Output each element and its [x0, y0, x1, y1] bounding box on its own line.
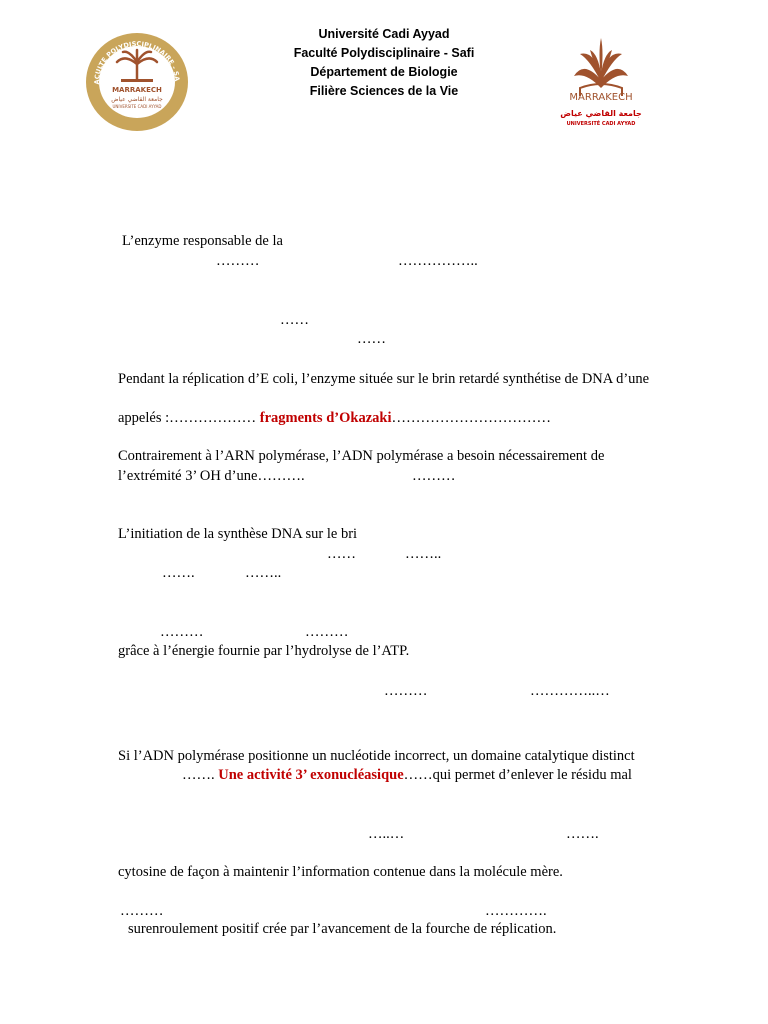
- header-line-university: Université Cadi Ayyad: [318, 27, 450, 41]
- blank-dots: …….: [162, 565, 195, 581]
- university-logo: [560, 36, 642, 128]
- text-line-enzyme: L’enzyme responsable de la: [122, 233, 283, 249]
- text-line-supercoiling: surenroulement positif crée par l’avancement de la fourche de réplication.: [128, 921, 557, 937]
- logo-right-name: MARRAKECH: [569, 92, 633, 103]
- text-line-replication: Pendant la réplication d’E coli, l’enzyme située sur le brin retardé synthétise de DNA d’une: [118, 371, 650, 387]
- blank-dots: ………: [120, 903, 164, 919]
- blank-dots: ………: [305, 624, 349, 640]
- answer-okazaki: fragments d’Okazaki: [256, 410, 392, 426]
- exonuclease-suffix: ……qui permet d’enlever le résidu mal: [403, 767, 632, 783]
- blank-dots: ………: [160, 624, 204, 640]
- logo-right-arabic: جامعة القاضي عياض: [560, 109, 642, 118]
- blank-dots: …..…: [368, 826, 405, 842]
- text-line-exonuclease: [182, 767, 632, 784]
- answer-exonuclease: Une activité 3’ exonucléasique: [214, 767, 404, 783]
- blank-dots: ………: [384, 683, 428, 699]
- faculty-logo: [85, 32, 190, 132]
- okazaki-prefix: appelés :………………: [118, 410, 257, 426]
- blank-dots: ……..: [405, 546, 442, 562]
- blank-dots: ……: [280, 312, 309, 328]
- logo-left-arc-text: ACULTE POLYDISCIPLINAIRE - SA: [92, 39, 182, 85]
- text-line-3oh: l’extrémité 3’ OH d’une……….: [118, 468, 305, 484]
- text-line-cytosine: cytosine de façon à maintenir l’information contenue dans la molécule mère.: [118, 864, 563, 880]
- blank-dots: …….: [566, 826, 599, 842]
- header-line-faculty: Faculté Polydisciplinaire - Safi: [293, 46, 475, 60]
- exonuclease-prefix: …….: [182, 767, 215, 783]
- text-line-initiation: L’initiation de la synthèse DNA sur le bri: [118, 526, 358, 542]
- text-line-okazaki: [118, 410, 551, 427]
- header-line-department: Département de Biologie: [310, 65, 458, 79]
- okazaki-suffix: ……………………………: [391, 410, 551, 426]
- blank-dots: ………: [412, 468, 456, 484]
- text-line-atp: grâce à l’énergie fournie par l’hydrolyse de l’ATP.: [118, 643, 410, 659]
- text-line-arn: Contrairement à l’ARN polymérase, l’ADN polymérase a besoin nécessairement de: [118, 448, 605, 464]
- blank-dots: …………..…: [530, 683, 610, 699]
- logo-left-arabic: جامعة القاضي عياض: [111, 96, 163, 103]
- logo-right-sub: UNIVERSITÉ CADI AYYAD: [566, 121, 636, 127]
- blank-dots: ……………..: [398, 253, 478, 269]
- header-line-program: Filière Sciences de la Vie: [309, 84, 459, 98]
- logo-left-sub: UNIVERSITE CADI AYYAD: [112, 104, 162, 109]
- blank-dots: ………….: [485, 903, 547, 919]
- blank-dots: ……: [327, 546, 356, 562]
- blank-dots: ………: [216, 253, 260, 269]
- blank-dots: ……: [357, 331, 386, 347]
- blank-dots: ……..: [245, 565, 282, 581]
- logo-left-name: MARRAKECH: [112, 86, 162, 94]
- text-line-incorrect: Si l’ADN polymérase positionne un nucléotide incorrect, un domaine catalytique distinct: [118, 748, 635, 764]
